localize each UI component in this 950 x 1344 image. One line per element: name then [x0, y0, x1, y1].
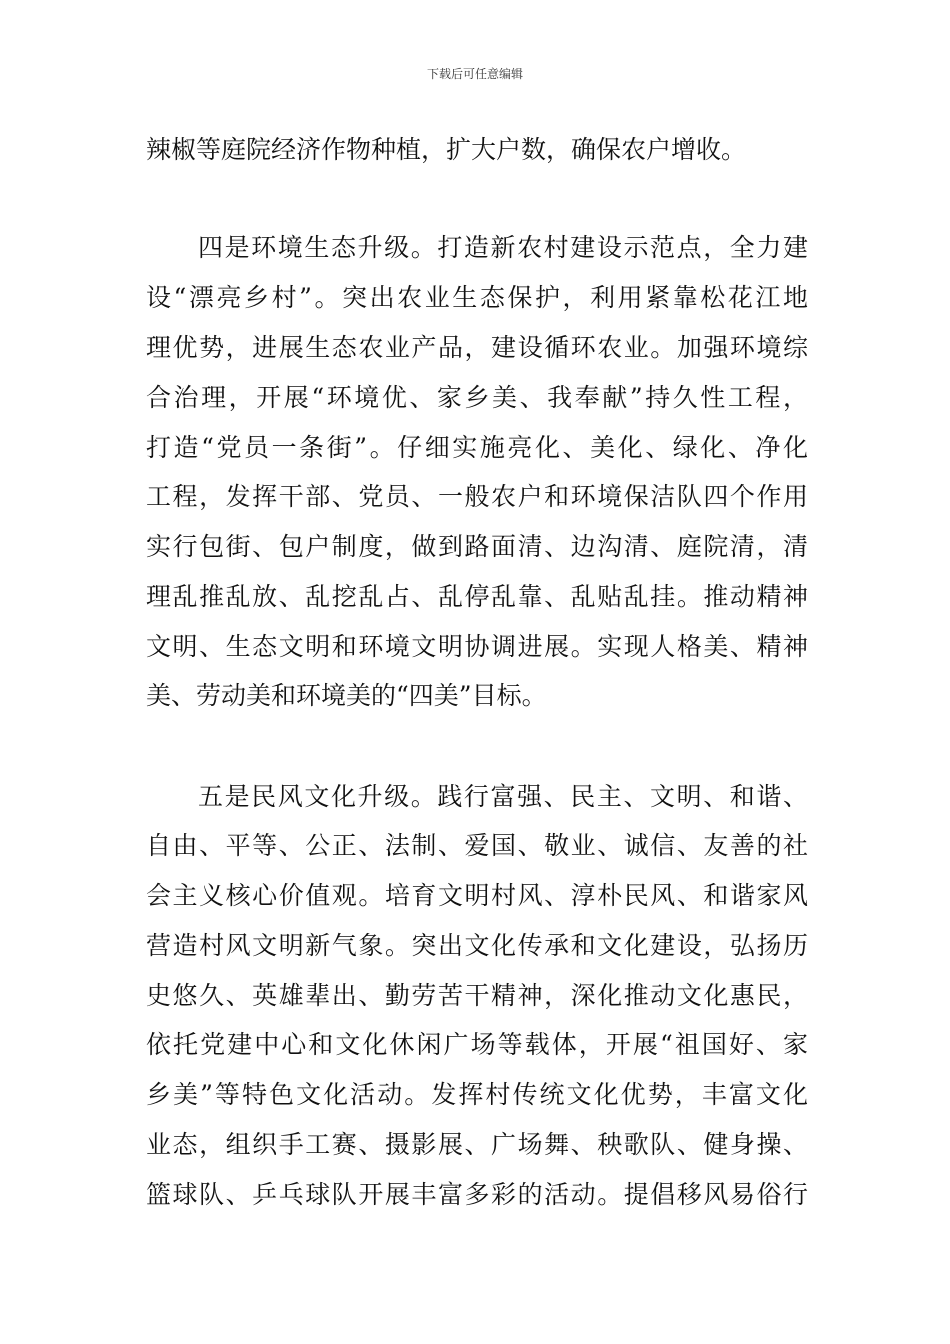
paragraph-2-line-10: 美、劳动美和环境美的“四美”目标。 — [146, 681, 547, 710]
paragraph-2-line-6: 工程，发挥干部、党员、一般农户和环境保洁队四个作用 — [146, 482, 808, 511]
paragraph-3-line-9: 篮球队、乒乓球队开展丰富多彩的活动。提倡移风易俗行 — [146, 1180, 808, 1209]
paragraph-2-line-7: 实行包街、包户制度，做到路面清、边沟清、庭院清，清 — [146, 532, 808, 561]
paragraph-3-line-2: 自由、平等、公正、法制、爱国、敬业、诚信、友善的社 — [146, 831, 808, 860]
paragraph-2-line-4: 合治理，开展“环境优、家乡美、我奉献”持久性工程， — [146, 383, 808, 412]
paragraph-2-line-5: 打造“党员一条街”。仔细实施亮化、美化、绿化、净化 — [146, 433, 808, 462]
paragraph-3-line-8: 业态，组织手工赛、摄影展、广场舞、秧歌队、健身操、 — [146, 1130, 808, 1159]
paragraph-2-line-2: 设“漂亮乡村”。突出农业生态保护，利用紧靠松花江地 — [146, 283, 808, 312]
paragraph-2-line-8: 理乱推乱放、乱挖乱占、乱停乱靠、乱贴乱挂。推动精神 — [146, 582, 808, 611]
paragraph-3-line-3: 会主义核心价值观。培育文明村风、淳朴民风、和谐家风 — [146, 881, 808, 910]
paragraph-2-line-3: 理优势，进展生态农业产品，建设循环农业。加强环境综 — [146, 333, 808, 362]
paragraph-3-line-5: 史悠久、英雄辈出、勤劳苦干精神，深化推动文化惠民， — [146, 981, 808, 1010]
paragraph-1-line-1: 辣椒等庭院经济作物种植，扩大户数，确保农户增收。 — [146, 135, 747, 164]
paragraph-2-line-1: 四是环境生态升级。打造新农村建设示范点，全力建 — [198, 233, 808, 262]
paragraph-3-line-1: 五是民风文化升级。践行富强、民主、文明、和谐、 — [198, 782, 808, 811]
page-header-note: 下载后可任意编辑 — [426, 67, 523, 81]
paragraph-3-line-7: 乡美”等特色文化活动。发挥村传统文化优势，丰富文化 — [146, 1080, 808, 1109]
paragraph-3-line-6: 依托党建中心和文化休闲广场等载体，开展“祖国好、家 — [146, 1030, 808, 1059]
paragraph-2-line-9: 文明、生态文明和环境文明协调进展。实现人格美、精神 — [146, 632, 808, 661]
paragraph-3-line-4: 营造村风文明新气象。突出文化传承和文化建设，弘扬历 — [146, 931, 808, 960]
